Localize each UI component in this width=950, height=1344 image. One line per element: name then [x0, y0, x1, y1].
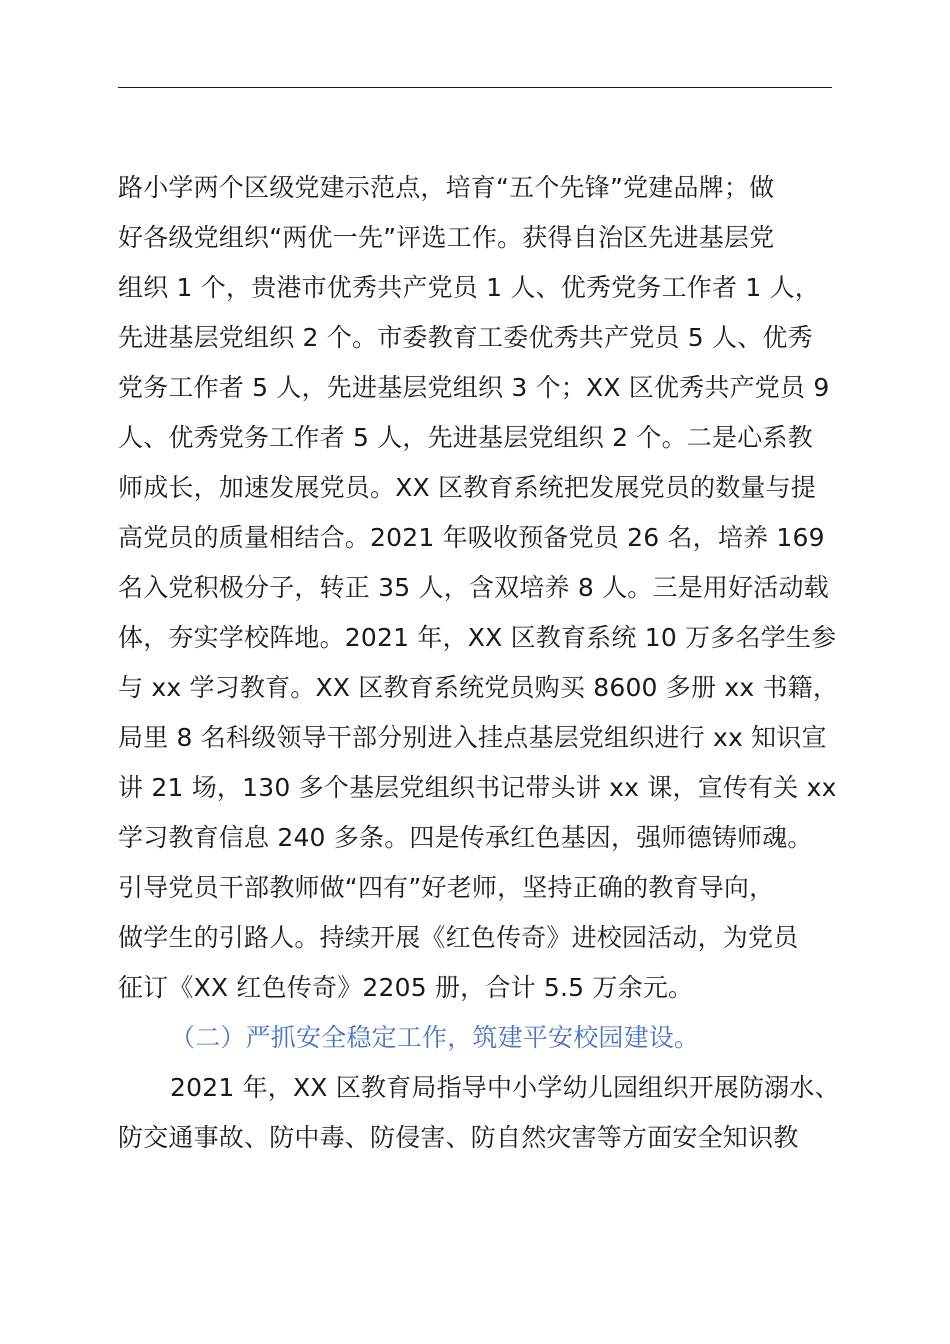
- paragraph-line: 做学生的引路人。持续开展《红色传奇》进校园活动，为党员: [118, 923, 799, 952]
- paragraph-line: 好各级党组织“两优一先”评选工作。获得自治区先进基层党: [118, 223, 775, 252]
- paragraph-line: 先进基层党组织 2 个。市委教育工委优秀共产党员 5 人、优秀: [118, 323, 813, 352]
- paragraph-line: 征订《XX 红色传奇》2205 册，合计 5.5 万余元。: [118, 973, 694, 1002]
- paragraph-line: 人、优秀党务工作者 5 人，先进基层党组织 2 个。二是心系教: [118, 423, 813, 452]
- body-text: [118, 163, 838, 1163]
- section-paragraph-line: 2021 年，XX 区教育局指导中小学幼儿园组织开展防溺水、: [170, 1073, 840, 1102]
- section-paragraph-line: 防交通事故、防中毒、防侵害、防自然灾害等方面安全知识教: [118, 1123, 799, 1152]
- paragraph-line: 体，夯实学校阵地。2021 年，XX 区教育系统 10 万多名学生参: [118, 623, 837, 652]
- header-rule: [118, 87, 832, 88]
- section-heading: （二）严抓安全稳定工作，筑建平安校园建设。: [170, 1023, 700, 1052]
- paragraph-line: 学习教育信息 240 多条。四是传承红色基因，强师德铸师魂。: [118, 823, 813, 852]
- paragraph-line: 讲 21 场，130 多个基层党组织书记带头讲 xx 课，宣传有关 xx: [118, 773, 837, 802]
- paragraph-line: 名入党积极分子，转正 35 人，含双培养 8 人。三是用好活动载: [118, 573, 829, 602]
- paragraph-line: 与 xx 学习教育。XX 区教育系统党员购买 8600 多册 xx 书籍，: [118, 673, 839, 702]
- paragraph-line: 局里 8 名科级领导干部分别进入挂点基层党组织进行 xx 知识宣: [118, 723, 827, 752]
- paragraph-line: 党务工作者 5 人，先进基层党组织 3 个；XX 区优秀共产党员 9: [118, 373, 830, 402]
- paragraph-line: 路小学两个区级党建示范点，培育“五个先锋”党建品牌；做: [118, 173, 775, 202]
- paragraph-line: 高党员的质量相结合。2021 年吸收预备党员 26 名，培养 169: [118, 523, 825, 552]
- paragraph-line: 师成长，加速发展党员。XX 区教育系统把发展党员的数量与提: [118, 473, 817, 502]
- paragraph-line: 引导党员干部教师做“四有”好老师，坚持正确的教育导向，: [118, 873, 775, 902]
- paragraph-line: 组织 1 个，贵港市优秀共产党员 1 人、优秀党务工作者 1 人，: [118, 273, 820, 302]
